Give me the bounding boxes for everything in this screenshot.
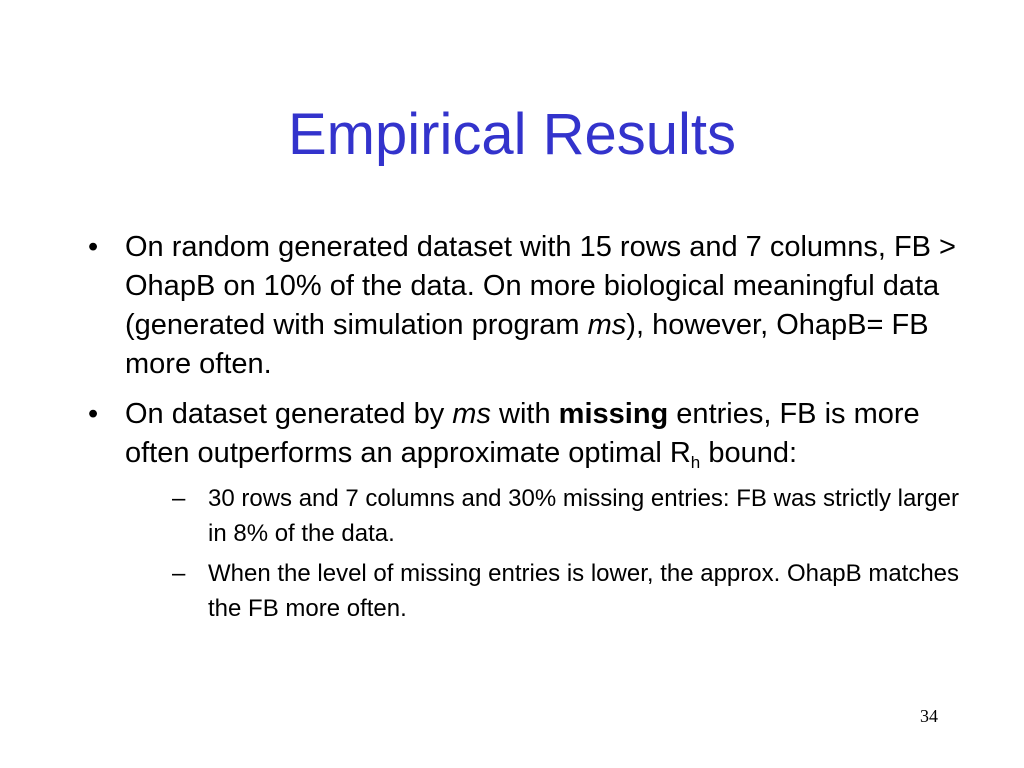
program-name: ms (587, 309, 627, 341)
bullet-text: bound: (700, 437, 798, 469)
sub-bullet-list (162, 481, 968, 626)
bullet-item (88, 395, 968, 626)
bullet-text: ), however, OhapB= FB more often. (125, 309, 929, 380)
slide-title: Empirical Results (288, 102, 736, 167)
bullet-marker: • (88, 231, 99, 263)
sub-bullet-marker: – (172, 560, 186, 587)
page-number: 34 (920, 706, 938, 726)
program-name: ms (452, 398, 491, 430)
bullet-text: entries, FB is more often outperforms an approximate optimal R (125, 398, 920, 469)
sub-bullet-item (162, 481, 968, 551)
bullet-text: with (490, 398, 559, 430)
bullet-text: On dataset generated by (125, 398, 453, 430)
bullet-text: On random generated dataset with 15 rows and 7 columns, FB > OhapB on 10% of the data. On more biological meaningful data (generated with simulation program (125, 231, 956, 341)
bullet-item (88, 228, 968, 384)
sub-bullet-item (162, 556, 968, 626)
subscript-text: h (690, 453, 701, 472)
sub-bullet-marker: – (172, 485, 186, 512)
emphasis-text: missing (558, 398, 669, 430)
sub-bullet-text: 30 rows and 7 columns and 30% missing entries: FB was strictly larger in 8% of the data. (208, 485, 959, 547)
slide-content (88, 228, 968, 637)
sub-bullet-text: When the level of missing entries is lower, the approx. OhapB matches the FB more often. (208, 560, 960, 622)
bullet-marker: • (88, 398, 99, 430)
